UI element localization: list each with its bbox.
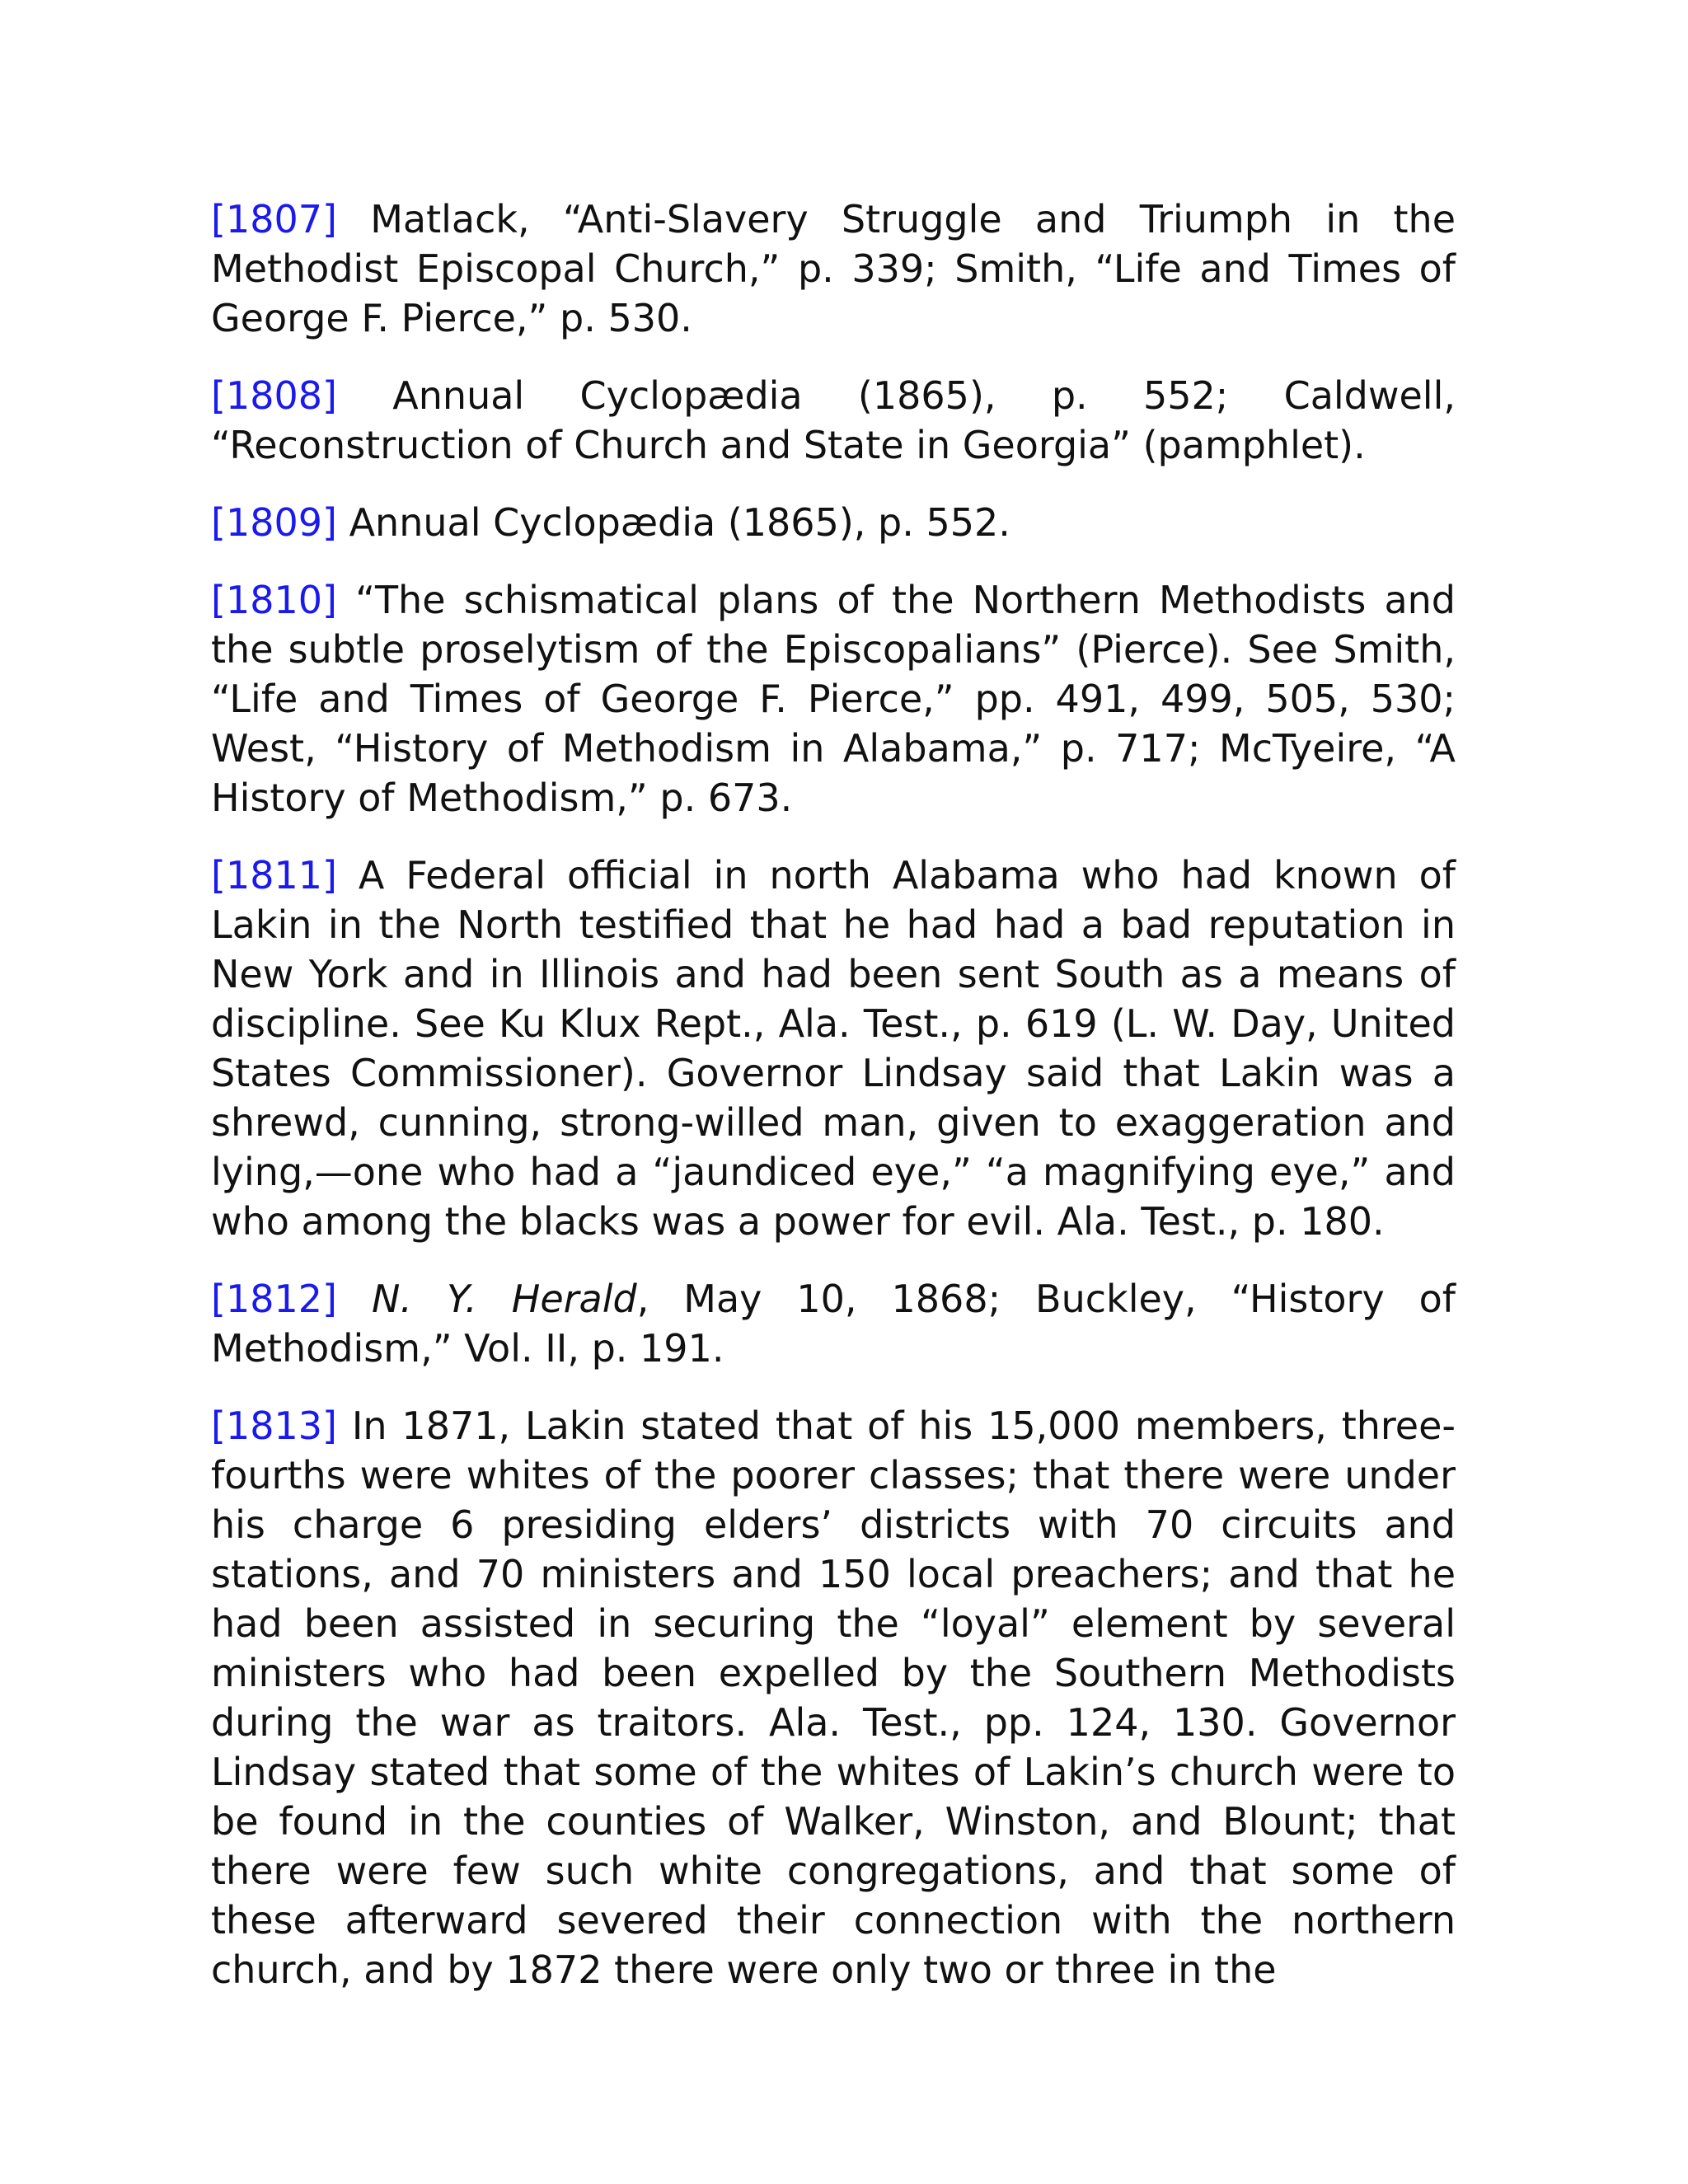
footnote-ref-link[interactable]: [1808] [211, 373, 337, 418]
footnote-text: In 1871, Lakin stated that of his 15,000 members, three-fourths were whites of the poorer classes; that there were under his charge 6 presiding elders’ districts with 70 circuits and stations, and 70 ministers and 150 local preachers; and that he had been assisted in securing the “loyal” element by several ministers who had been expelled by the Southern Methodists during the war as traitors. Ala. Test., pp. 124, 130. Governor Lindsay stated that some of the whites of Lakin’s church were to be found in the counties of Walker, Winston, and Blount; that there were few such white congregations, and that some of these afterward severed their connection with the northern church, and by 1872 there were only two or three in the [211, 1404, 1456, 1992]
footnote-1807 [211, 194, 1456, 343]
footnote-ref-link[interactable]: [1811] [211, 853, 337, 898]
footnote-1813 [211, 1401, 1456, 1994]
footnote-text: Matlack, “Anti-Slavery Struggle and Triumph in the Methodist Episcopal Church,” p. 339; Smith, “Life and Times of George F. Pierce,” p. 530. [211, 197, 1456, 340]
footnote-ref-link[interactable]: [1807] [211, 197, 337, 241]
footnote-1810 [211, 575, 1456, 823]
footnote-1811 [211, 851, 1456, 1246]
footnote-text: , May 10, 1868; Buckley, “History of Methodism,” Vol. II, p. 191. [211, 1277, 1456, 1371]
footnote-ref-link[interactable]: [1812] [211, 1277, 337, 1321]
footnote-ref-link[interactable]: [1813] [211, 1404, 337, 1448]
footnotes-page [211, 194, 1456, 2022]
footnote-text: Annual Cyclopædia (1865), p. 552. [336, 500, 1010, 545]
footnote-1808 [211, 371, 1456, 470]
newspaper-title: N. Y. Herald [371, 1277, 637, 1321]
footnote-1812 [211, 1274, 1456, 1373]
footnote-text: “The schismatical plans of the Northern Methodists and the subtle proselytism of the Episcopalians” (Pierce). See Smith, “Life and Times of George F. Pierce,” pp. 491, 499, 505, 530; West, “History of Methodism in Alabama,” p. 717; McTyeire, “A History of Methodism,” p. 673. [211, 578, 1456, 820]
footnote-1809 [211, 498, 1456, 547]
footnote-text: Annual Cyclopædia (1865), p. 552; Caldwell, “Reconstruction of Church and State in Georgia” (pamphlet). [211, 373, 1456, 467]
footnote-ref-link[interactable]: [1809] [211, 500, 337, 545]
footnote-text: A Federal official in north Alabama who had known of Lakin in the North testified that he had had a bad reputation in New York and in Illinois and had been sent South as a means of discipline. See Ku Klux Rept., Ala. Test., p. 619 (L. W. Day, United States Commissioner). Governor Lindsay said that Lakin was a shrewd, cunning, strong-willed man, given to exaggeration and lying,—one who had a “jaundiced eye,” “a magnifying eye,” and who among the blacks was a power for evil. Ala. Test., p. 180. [211, 853, 1456, 1244]
footnote-ref-link[interactable]: [1810] [211, 578, 337, 622]
